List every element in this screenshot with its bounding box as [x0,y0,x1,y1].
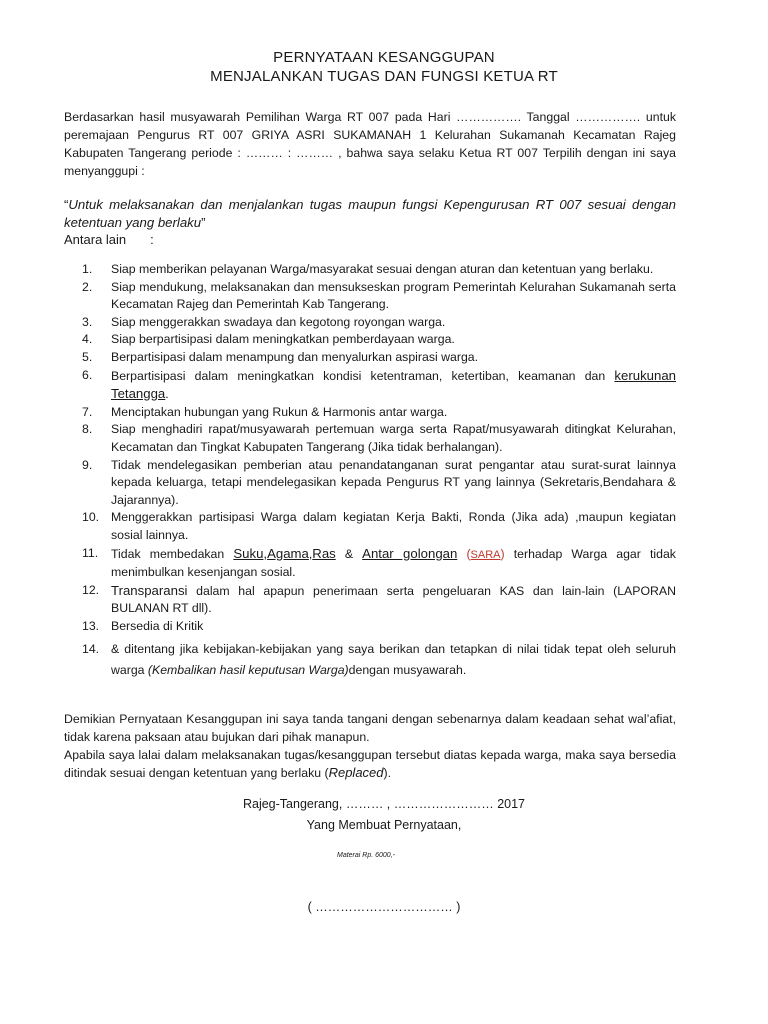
list-item-text: Siap berpartisipasi dalam meningkatkan pemberdayaan warga. [111,332,455,347]
closing-end: ). [383,766,392,780]
closing-paragraph-1: Demikian Pernyataan Kesanggupan ini saya tanda tangani dengan sebenarnya dalam keadaan sehat wal’afiat, tidak karena paksaan atau bujukan dari pihak manapun. [64,712,676,744]
list-item-number: 13. [82,618,100,633]
list-item-number: 7. [82,404,93,419]
list-item-text: Siap mendukung, melaksanakan dan mensukseskan program Pemerintah Kelurahan Sukamanah serta Kecamatan Rajeg dan Pemerintah Kab Tangerang. [111,279,676,312]
list-item-number: 11. [82,545,99,560]
list-item [64,349,676,367]
list-item-text: Siap menghadiri rapat/musyawarah pertemuan warga serta Rapat/musyawarah ditingkat Kelurahan, Kecamatan dan Tingkat Kabupaten Tangerang (Jika tidak berhalangan). [111,422,676,454]
transparansi-highlight: Transparansi [111,582,188,598]
commitment-quote [64,196,676,232]
quote-text: Untuk melaksanakan dan menjalankan tugas maupun fungsi Kepengurusan RT 007 sesuai dengan ketentuan yang berlaku [64,197,676,230]
commitment-list [64,261,676,681]
list-item [64,261,676,279]
kerukunan-highlight: kerukunan Tetangga [111,367,677,402]
paren-open: ( [466,546,471,561]
materai-stamp-note: Materai Rp. 6000,- [337,852,395,859]
list-item [64,331,676,349]
separator: , [263,545,268,561]
list-item-text: Siap menggerakkan swadaya dan kegotong royongan warga. [111,314,446,329]
list-item [64,404,676,422]
list-item-end: dengan musyawarah. [348,663,467,678]
paren-close: ) [500,546,505,561]
sara-highlight: SARA [470,548,501,561]
quote-close: ” [201,215,206,230]
list-item-text: Menciptakan hubungan yang Rukun & Harmonis antar warga. [111,404,448,419]
list-item-text: Siap memberikan pelayanan Warga/masyarakat sesuai dengan aturan dan ketentuan yang berlaku. [111,262,654,276]
list-item-text: & ditentang jika kebijakan-kebijakan yang saya berikan dan tetapkan di nilai tidak tepat oleh seluruh warga [111,642,676,678]
list-item-text: Menggerakkan partisipasi Warga dalam kegiatan Kerja Bakti, Ronda (Jika ada) ,maupun kegiatan sosial lainnya. [111,510,676,542]
place-date: Rajeg-Tangerang, ……… , …………………… 2017 [242,797,526,811]
suku-highlight: Suku [233,545,264,561]
separator: , [308,546,313,561]
list-item-text: Berpartisipasi dalam meningkatkan kondisi ketentraman, ketertiban, keamanan dan [111,368,606,383]
list-item-number: 9. [82,457,93,472]
list-item-number: 8. [82,422,93,437]
list-item-text: Tidak membedakan [111,546,225,561]
ampersand: & [344,546,354,561]
list-item [64,421,676,456]
list-item-number: 2. [82,279,93,294]
antara-colon: : [150,232,154,247]
list-item-number: 12. [82,582,100,597]
list-item-number: 1. [82,262,93,276]
list-item-number: 3. [82,314,93,329]
list-item [64,367,676,404]
list-item [64,279,676,314]
list-item [64,545,676,582]
signatory-label: Yang Membuat Pernyataan, [306,818,462,832]
list-item-text: Bersedia di Kritik [111,618,204,633]
list-item [64,639,676,681]
list-item [64,314,676,332]
list-item-italic: (Kembalikan hasil keputusan Warga) [147,663,349,678]
antar-golongan-highlight: Antar golongan [362,545,458,561]
list-item-number: 10. [82,510,100,525]
list-item [64,509,676,544]
replaced-word: Replaced [328,765,384,780]
list-item-text: Tidak mendelegasikan pemberian atau penandatanganan surat pengantar atau surat-surat lainnya kepada keluarga, tetapi mendelegasikan kepada Pengurus RT yang lainnya (Sekretaris,Bendahara & Jajarannya). [111,457,676,507]
closing-text: Apabila saya lalai dalam melaksanakan tugas/kesanggupan tersebut diatas kepada warga, maka saya bersedia ditindak sesuai dengan ketentuan yang berlaku ( [64,748,676,780]
closing-paragraph-2 [64,746,676,782]
list-item [64,618,676,636]
quote-open: “ [64,197,69,212]
list-item-number: 4. [82,332,93,347]
document-subtitle: MENJALANKAN TUGAS DAN FUNGSI KETUA RT [210,68,558,85]
signature-name-line: ( …………………………… ) [307,900,461,914]
intro-paragraph: Berdasarkan hasil musyawarah Pemilihan Warga RT 007 pada Hari ……………. Tanggal ……………. untuk peremajaan Pengurus RT 007 GRIYA ASRI SUKAMANAH 1 Kelurahan Sukamanah Kecamatan Rajeg Kabupaten Tangerang periode : ……… : ……… , bahwa saya selaku Ketua RT 007 Terpilih dengan ini saya menyanggupi : [64,110,676,178]
list-item-number: 14. [82,642,100,657]
list-item-number: 6. [82,367,93,382]
antara-label: Antara lain [64,232,127,247]
list-item-number: 5. [82,349,93,364]
document-title: PERNYATAAN KESANGGUPAN [273,49,495,66]
list-item-text-end: terhadap Warga agar tidak menimbulkan kesenjangan sosial. [111,546,676,580]
antara-lain-label [64,232,154,247]
list-item [64,457,676,510]
list-item-end: . [165,387,169,402]
list-item-text: dalam hal apapun penerimaan serta pengeluaran KAS dan lain-lain (LAPORAN BULANAN RT dll). [111,583,676,616]
agama-highlight: Agama [267,545,309,561]
list-item [64,582,676,618]
list-item-text: Berpartisipasi dalam menampung dan menyalurkan aspirasi warga. [111,349,479,364]
ras-highlight: Ras [312,545,336,561]
